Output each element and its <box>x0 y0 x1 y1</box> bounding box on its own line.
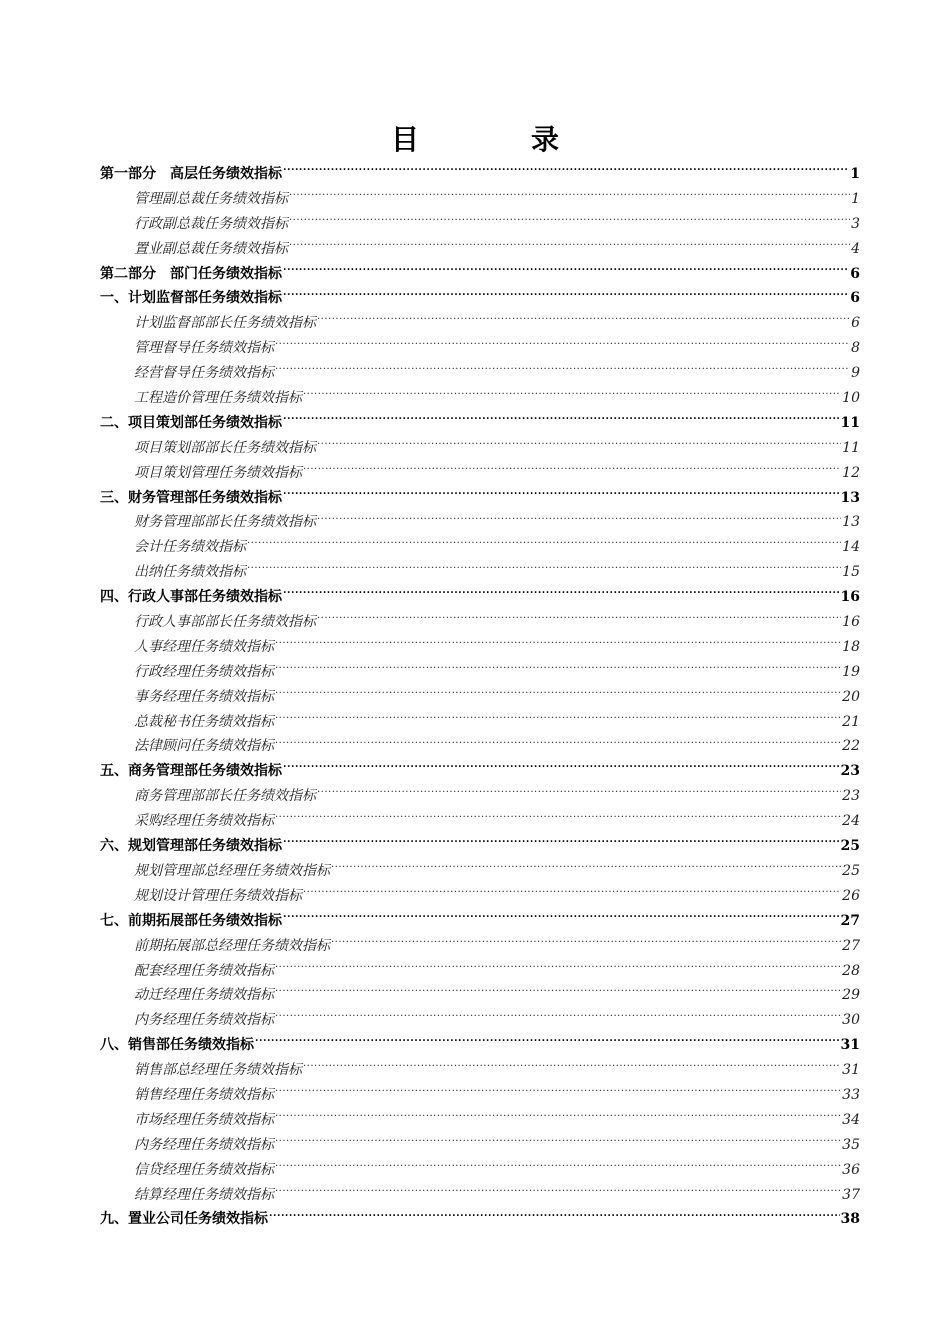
toc-section-link[interactable] <box>100 1207 860 1232</box>
toc-page-number: 16 <box>840 589 860 606</box>
toc-page-number: 11 <box>840 414 860 431</box>
toc-dot-leader <box>275 715 841 729</box>
toc-page-number: 18 <box>842 638 860 655</box>
toc-entry-label: 项目策划管理任务绩效指标 <box>134 464 302 481</box>
toc-subsection-link[interactable] <box>100 336 860 361</box>
toc-entry-label: 信贷经理任务绩效指标 <box>134 1161 274 1178</box>
toc-dot-leader <box>283 267 849 281</box>
toc-entry-label: 经营督导任务绩效指标 <box>134 365 274 382</box>
toc-dot-leader <box>275 964 841 978</box>
toc-page-number: 24 <box>842 813 860 830</box>
toc-dot-leader <box>283 416 840 430</box>
toc-dot-leader <box>269 1212 840 1226</box>
toc-dot-leader <box>283 839 840 853</box>
toc-dot-leader <box>275 665 841 679</box>
toc-page-number: 6 <box>850 290 860 307</box>
toc-subsection-link[interactable] <box>100 685 860 710</box>
toc-section-link[interactable] <box>100 162 860 187</box>
toc-page-number: 23 <box>840 763 860 780</box>
toc-entry-label: 总裁秘书任务绩效指标 <box>134 713 274 730</box>
toc-subsection-link[interactable] <box>100 959 860 984</box>
toc-dot-leader <box>275 1188 841 1202</box>
toc-page-number: 29 <box>842 987 860 1004</box>
toc-dot-leader <box>275 690 841 704</box>
toc-entry-label: 结算经理任务绩效指标 <box>134 1186 274 1203</box>
toc-page-number: 26 <box>842 887 860 904</box>
toc-dot-leader <box>289 192 850 206</box>
toc-subsection-link[interactable] <box>100 1158 860 1183</box>
toc-dot-leader <box>275 341 850 355</box>
toc-dot-leader <box>283 590 840 604</box>
toc-entry-label: 会计任务绩效指标 <box>134 539 246 556</box>
page-title: 目 录 <box>390 123 601 156</box>
toc-page-number: 25 <box>842 862 860 879</box>
toc-page-number: 14 <box>842 539 860 556</box>
toc-dot-leader <box>283 764 840 778</box>
toc-section-link[interactable] <box>100 262 860 287</box>
table-of-contents <box>100 162 860 1232</box>
toc-entry-label: 内务经理任务绩效指标 <box>134 1012 274 1029</box>
toc-subsection-link[interactable] <box>100 710 860 735</box>
toc-subsection-link[interactable] <box>100 1108 860 1133</box>
toc-page-number: 1 <box>850 166 860 182</box>
toc-page-number: 34 <box>842 1111 860 1128</box>
toc-page-number: 31 <box>840 1037 860 1054</box>
toc-page-number: 21 <box>842 713 860 730</box>
toc-dot-leader <box>317 316 850 330</box>
toc-dot-leader <box>275 1088 841 1102</box>
toc-page-number: 22 <box>842 738 860 755</box>
toc-entry-label: 四、行政人事部任务绩效指标 <box>100 589 282 606</box>
toc-dot-leader <box>303 1063 841 1077</box>
toc-entry-label: 计划监督部部长任务绩效指标 <box>134 315 316 332</box>
toc-subsection-link[interactable] <box>100 660 860 685</box>
toc-page-number: 13 <box>840 489 860 506</box>
toc-page-number: 9 <box>851 365 860 382</box>
toc-dot-leader <box>283 491 840 505</box>
toc-page-number: 27 <box>842 937 860 954</box>
toc-entry-label: 第一部分 高层任务绩效指标 <box>100 166 282 182</box>
toc-page-number: 4 <box>851 240 860 257</box>
toc-subsection-link[interactable] <box>100 884 860 909</box>
toc-page-number: 3 <box>851 215 860 232</box>
toc-dot-leader <box>275 1163 841 1177</box>
toc-page-number: 12 <box>842 464 860 481</box>
toc-subsection-link[interactable] <box>100 809 860 834</box>
toc-entry-label: 工程造价管理任务绩效指标 <box>134 390 302 407</box>
toc-entry-label: 动迁经理任务绩效指标 <box>134 987 274 1004</box>
toc-entry-label: 配套经理任务绩效指标 <box>134 962 274 979</box>
toc-subsection-link[interactable] <box>100 212 860 237</box>
toc-page-number: 8 <box>851 340 860 357</box>
toc-dot-leader <box>275 1138 841 1152</box>
toc-page-number: 27 <box>840 912 860 929</box>
toc-entry-label: 三、财务管理部任务绩效指标 <box>100 489 282 506</box>
toc-subsection-link[interactable] <box>100 635 860 660</box>
toc-dot-leader <box>283 291 849 305</box>
toc-entry-label: 财务管理部部长任务绩效指标 <box>134 514 316 531</box>
toc-dot-leader <box>283 167 849 181</box>
toc-page-number: 1 <box>851 190 860 207</box>
toc-subsection-link[interactable] <box>100 187 860 212</box>
toc-dot-leader <box>303 391 841 405</box>
toc-page-number: 31 <box>842 1062 860 1079</box>
toc-subsection-link[interactable] <box>100 734 860 759</box>
toc-subsection-link[interactable] <box>100 535 860 560</box>
toc-dot-leader <box>275 1013 841 1027</box>
toc-page-number: 30 <box>842 1012 860 1029</box>
toc-subsection-link[interactable] <box>100 784 860 809</box>
toc-dot-leader <box>283 914 840 928</box>
toc-subsection-link[interactable] <box>100 610 860 635</box>
toc-dot-leader <box>275 640 841 654</box>
toc-subsection-link[interactable] <box>100 1083 860 1108</box>
toc-subsection-link[interactable] <box>100 1133 860 1158</box>
toc-entry-label: 规划设计管理任务绩效指标 <box>134 887 302 904</box>
toc-subsection-link[interactable] <box>100 934 860 959</box>
toc-dot-leader <box>303 889 841 903</box>
toc-page-number: 20 <box>842 688 860 705</box>
toc-dot-leader <box>275 814 841 828</box>
toc-entry-label: 行政副总裁任务绩效指标 <box>134 215 288 232</box>
toc-page-number: 10 <box>842 390 860 407</box>
toc-entry-label: 事务经理任务绩效指标 <box>134 688 274 705</box>
toc-section-link[interactable] <box>100 585 860 610</box>
toc-entry-label: 八、销售部任务绩效指标 <box>100 1037 254 1054</box>
toc-page-number: 16 <box>842 614 860 631</box>
toc-dot-leader <box>289 217 850 231</box>
toc-page-number: 35 <box>842 1136 860 1153</box>
toc-entry-label: 一、计划监督部任务绩效指标 <box>100 290 282 307</box>
toc-subsection-link[interactable] <box>100 1183 860 1208</box>
toc-dot-leader <box>331 939 841 953</box>
toc-entry-label: 人事经理任务绩效指标 <box>134 638 274 655</box>
toc-dot-leader <box>275 988 841 1002</box>
toc-subsection-link[interactable] <box>100 436 860 461</box>
toc-entry-label: 管理督导任务绩效指标 <box>134 340 274 357</box>
toc-subsection-link[interactable] <box>100 1058 860 1083</box>
toc-page-number: 28 <box>842 962 860 979</box>
toc-page-number: 6 <box>851 315 860 332</box>
toc-section-link[interactable] <box>100 834 860 859</box>
toc-section-link[interactable] <box>100 486 860 511</box>
toc-subsection-link[interactable] <box>100 983 860 1008</box>
toc-subsection-link[interactable] <box>100 311 860 336</box>
toc-dot-leader <box>331 864 841 878</box>
toc-entry-label: 项目策划部部长任务绩效指标 <box>134 439 316 456</box>
toc-dot-leader <box>275 366 850 380</box>
toc-entry-label: 管理副总裁任务绩效指标 <box>134 190 288 207</box>
toc-dot-leader <box>247 565 841 579</box>
toc-entry-label: 行政经理任务绩效指标 <box>134 663 274 680</box>
toc-page-number: 37 <box>842 1186 860 1203</box>
toc-entry-label: 置业副总裁任务绩效指标 <box>134 240 288 257</box>
toc-page-number: 23 <box>842 788 860 805</box>
toc-page-number: 13 <box>842 514 860 531</box>
toc-entry-label: 商务管理部部长任务绩效指标 <box>134 788 316 805</box>
toc-section-link[interactable] <box>100 1033 860 1058</box>
toc-section-link[interactable] <box>100 759 860 784</box>
toc-entry-label: 前期拓展部总经理任务绩效指标 <box>134 937 330 954</box>
toc-section-link[interactable] <box>100 286 860 311</box>
toc-entry-label: 第二部分 部门任务绩效指标 <box>100 265 282 282</box>
toc-subsection-link[interactable] <box>100 237 860 262</box>
toc-entry-label: 规划管理部总经理任务绩效指标 <box>134 862 330 879</box>
toc-dot-leader <box>289 242 850 256</box>
toc-entry-label: 行政人事部部长任务绩效指标 <box>134 614 316 631</box>
toc-entry-label: 市场经理任务绩效指标 <box>134 1111 274 1128</box>
toc-section-link[interactable] <box>100 909 860 934</box>
toc-entry-label: 九、置业公司任务绩效指标 <box>100 1211 268 1228</box>
toc-dot-leader <box>317 789 841 803</box>
toc-dot-leader <box>317 615 841 629</box>
toc-dot-leader <box>303 466 841 480</box>
toc-subsection-link[interactable] <box>100 1008 860 1033</box>
toc-page-number: 36 <box>842 1161 860 1178</box>
toc-entry-label: 二、项目策划部任务绩效指标 <box>100 414 282 431</box>
toc-subsection-link[interactable] <box>100 361 860 386</box>
toc-entry-label: 出纳任务绩效指标 <box>134 564 246 581</box>
toc-entry-label: 销售经理任务绩效指标 <box>134 1086 274 1103</box>
toc-page-number: 15 <box>842 564 860 581</box>
toc-dot-leader <box>317 441 841 455</box>
toc-dot-leader <box>255 1038 840 1052</box>
toc-subsection-link[interactable] <box>100 560 860 585</box>
toc-entry-label: 七、前期拓展部任务绩效指标 <box>100 912 282 929</box>
toc-page-number: 19 <box>842 663 860 680</box>
toc-entry-label: 销售部总经理任务绩效指标 <box>134 1062 302 1079</box>
toc-dot-leader <box>275 1113 841 1127</box>
toc-page-number: 38 <box>840 1211 860 1228</box>
toc-entry-label: 内务经理任务绩效指标 <box>134 1136 274 1153</box>
toc-entry-label: 六、规划管理部任务绩效指标 <box>100 838 282 855</box>
toc-dot-leader <box>317 515 841 529</box>
toc-page-number: 6 <box>850 265 860 282</box>
toc-subsection-link[interactable] <box>100 386 860 411</box>
toc-subsection-link[interactable] <box>100 859 860 884</box>
toc-dot-leader <box>275 739 841 753</box>
toc-entry-label: 采购经理任务绩效指标 <box>134 813 274 830</box>
toc-entry-label: 五、商务管理部任务绩效指标 <box>100 763 282 780</box>
toc-section-link[interactable] <box>100 411 860 436</box>
toc-page-number: 33 <box>842 1086 860 1103</box>
toc-dot-leader <box>247 540 841 554</box>
toc-subsection-link[interactable] <box>100 510 860 535</box>
toc-page-number: 11 <box>842 439 860 456</box>
toc-subsection-link[interactable] <box>100 461 860 486</box>
toc-page-number: 25 <box>840 838 860 855</box>
toc-entry-label: 法律顾问任务绩效指标 <box>134 738 274 755</box>
